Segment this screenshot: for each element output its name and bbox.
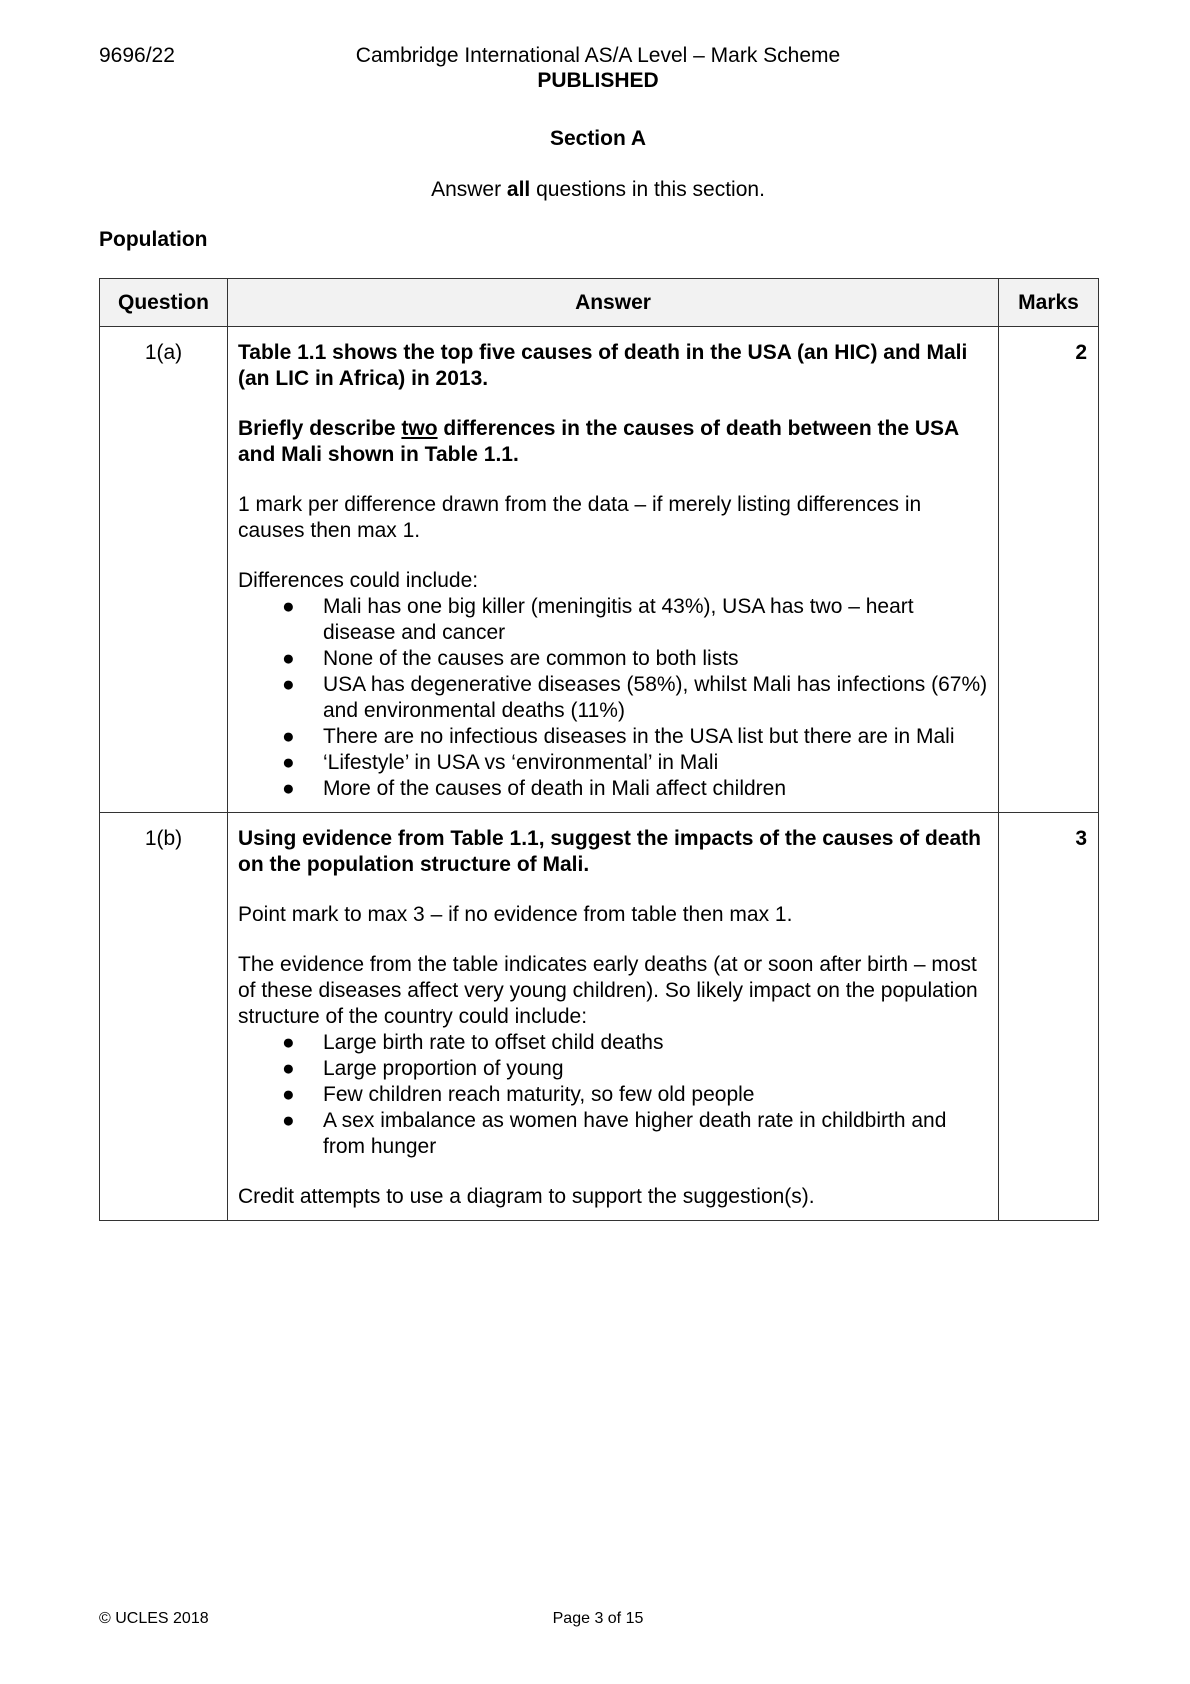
instruction-bold: all bbox=[506, 178, 531, 201]
list-item bbox=[238, 1056, 988, 1082]
list-item bbox=[238, 724, 988, 750]
bullet-icon: ● bbox=[282, 777, 295, 800]
section-title: Section A bbox=[549, 127, 647, 150]
topic-heading: Population bbox=[99, 228, 208, 251]
page-number: Page 3 of 15 bbox=[552, 1610, 644, 1627]
list-item bbox=[238, 594, 988, 646]
bullet-icon: ● bbox=[282, 1083, 295, 1106]
marks-value: 3 bbox=[999, 813, 1099, 1221]
question-prompt: Using evidence from Table 1.1, suggest the impacts of the causes of death on the population structure of Mali. bbox=[238, 827, 981, 876]
table-header-row bbox=[100, 279, 1099, 327]
list-item-text: A sex imbalance as women have higher death rate in childbirth and from hunger bbox=[323, 1109, 947, 1158]
bullet-icon: ● bbox=[282, 1109, 295, 1132]
question-number: 1(a) bbox=[100, 327, 228, 813]
question-prompt: Table 1.1 shows the top five causes of death in the USA (an HIC) and Mali (an LIC in Africa) in 2013. bbox=[238, 341, 968, 390]
copyright-notice: © UCLES 2018 bbox=[99, 1610, 209, 1627]
task-post: differences in the causes of death between the USA and Mali shown in Table 1.1. bbox=[238, 417, 959, 466]
document-title: Cambridge International AS/A Level – Mark Scheme bbox=[355, 44, 841, 67]
mark-scheme-table bbox=[99, 278, 1099, 1221]
list-item bbox=[238, 1030, 988, 1056]
bullet-icon: ● bbox=[282, 1031, 295, 1054]
answer-list-block bbox=[238, 952, 988, 1030]
list-item-text: More of the causes of death in Mali affect children bbox=[323, 777, 787, 800]
table-row bbox=[100, 813, 1099, 1221]
list-intro: Differences could include: bbox=[238, 569, 479, 592]
instruction-pre: Answer bbox=[431, 178, 507, 201]
list-item bbox=[238, 1108, 988, 1160]
question-number: 1(b) bbox=[100, 813, 228, 1221]
list-item bbox=[238, 750, 988, 776]
header-question: Question bbox=[100, 279, 228, 327]
bullet-icon: ● bbox=[282, 751, 295, 774]
list-item-text: USA has degenerative diseases (58%), whilst Mali has infections (67%) and environmental deaths (11%) bbox=[323, 673, 988, 722]
task-pre: Briefly describe bbox=[238, 417, 402, 440]
header-marks: Marks bbox=[999, 279, 1099, 327]
answer-list-block bbox=[238, 568, 988, 802]
list-item-text: Large birth rate to offset child deaths bbox=[323, 1031, 664, 1054]
bullet-icon: ● bbox=[282, 673, 295, 696]
bullet-icon: ● bbox=[282, 725, 295, 748]
closing-note: Credit attempts to use a diagram to support the suggestion(s). bbox=[238, 1185, 815, 1208]
published-label: PUBLISHED bbox=[537, 69, 659, 92]
list-item-text: ‘Lifestyle’ in USA vs ‘environmental’ in Mali bbox=[323, 751, 719, 774]
marks-value: 2 bbox=[999, 327, 1099, 813]
list-item-text: Few children reach maturity, so few old people bbox=[323, 1083, 755, 1106]
list-item-text: Large proportion of young bbox=[323, 1057, 564, 1080]
list-item bbox=[238, 1082, 988, 1108]
question-task bbox=[238, 416, 988, 468]
bullet-icon: ● bbox=[282, 1057, 295, 1080]
paper-code: 9696/22 bbox=[99, 44, 175, 67]
marking-guidance: Point mark to max 3 – if no evidence from table then max 1. bbox=[238, 903, 793, 926]
list-item bbox=[238, 776, 988, 802]
section-instruction bbox=[0, 177, 1190, 203]
task-underline: two bbox=[401, 417, 438, 440]
list-item bbox=[238, 672, 988, 724]
list-item-text: There are no infectious diseases in the USA list but there are in Mali bbox=[323, 725, 955, 748]
instruction-post: questions in this section. bbox=[530, 178, 765, 201]
header-answer: Answer bbox=[228, 279, 999, 327]
bullet-icon: ● bbox=[282, 647, 295, 670]
list-item bbox=[238, 646, 988, 672]
table-row bbox=[100, 327, 1099, 813]
list-intro: The evidence from the table indicates early deaths (at or soon after birth – most of these diseases affect very young children). So likely impact on the population structure of the country could include: bbox=[238, 953, 978, 1028]
answer-cell bbox=[228, 327, 999, 813]
bullet-icon: ● bbox=[282, 595, 295, 618]
marking-guidance: 1 mark per difference drawn from the data – if merely listing differences in causes then max 1. bbox=[238, 493, 922, 542]
answer-bullet-list bbox=[238, 594, 988, 802]
list-item-text: Mali has one big killer (meningitis at 43%), USA has two – heart disease and cancer bbox=[323, 595, 914, 644]
list-item-text: None of the causes are common to both lists bbox=[323, 647, 739, 670]
answer-bullet-list bbox=[238, 1030, 988, 1160]
answer-cell bbox=[228, 813, 999, 1221]
